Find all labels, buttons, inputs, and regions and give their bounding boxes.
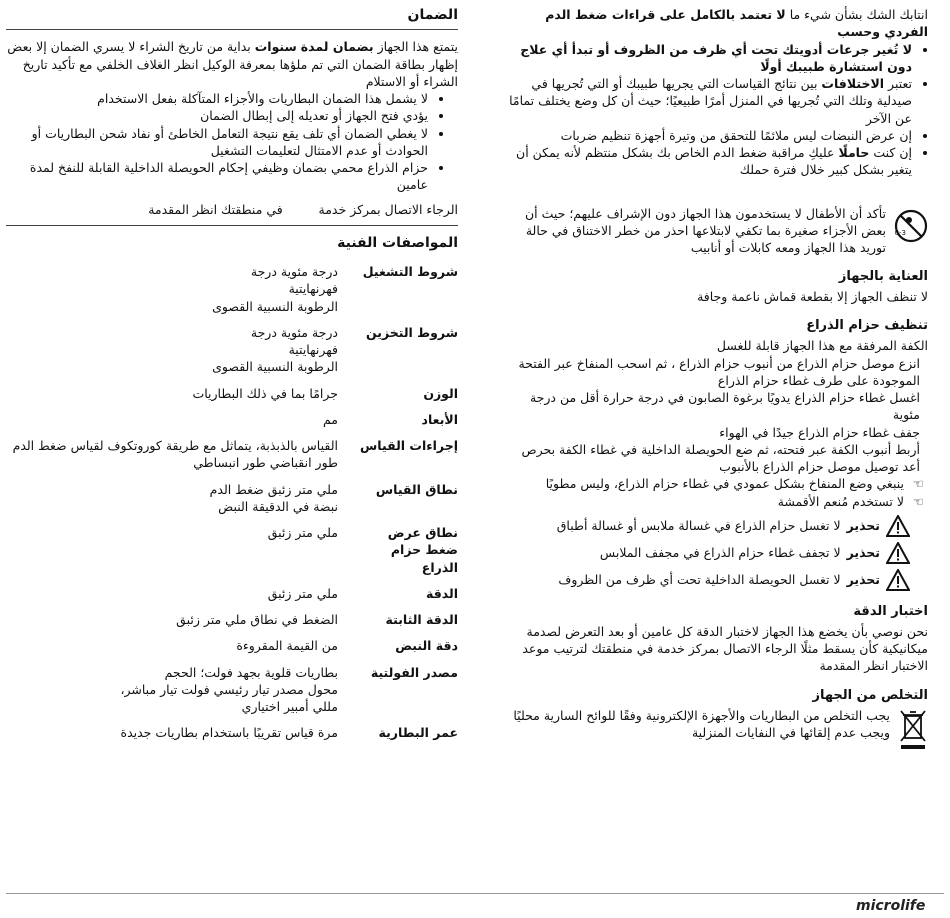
spec-value xyxy=(6,324,358,376)
footer-divider xyxy=(6,893,944,894)
disposal-row xyxy=(500,707,928,751)
spec-label: الدقة xyxy=(426,585,458,601)
spec-value-line: ملي متر زئبق ضغط الدم xyxy=(209,481,338,497)
spec-row xyxy=(6,385,458,402)
disposal-text: يجب التخلص من البطاريات والأجهزة الإلكترونية وفقًا للوائح السارية محليًا ويجب عدم إلقائها في النفايات المنزلية xyxy=(513,707,890,740)
divider xyxy=(6,29,458,30)
spec-value xyxy=(6,411,358,428)
warning-triangle-icon xyxy=(886,569,910,591)
intro-paragraph: انتابك الشك بشأن شيء ما لا تعتمد بالكامل على قراءات ضغط الدم الفردي وحسب xyxy=(545,7,928,40)
list-item: • إن كنت حاملًا عليكِ مراقبة ضغط الدم الخاص بك بشكل منتظم لأنه يمكن أن يتغير بشكل كبير خلال فترة حملك xyxy=(500,144,912,179)
right-column xyxy=(500,6,928,751)
spec-label: مصدر الفولتية xyxy=(370,664,458,680)
spec-value xyxy=(6,724,358,741)
spec-value-line: مرة قياس تقريبًا باستخدام بطاريات جديدة xyxy=(120,725,338,741)
list-item: جفف غطاء حزام الذراع جيدًا في الهواء xyxy=(719,424,920,440)
spec-row xyxy=(6,724,458,741)
care-title: العناية بالجهاز xyxy=(838,269,928,285)
spec-value-line: الرطوبة النسبية القصوى xyxy=(212,359,338,375)
spec-value-line: فهرنهايتية xyxy=(288,281,338,297)
list-item: • يؤدي فتح الجهاز أو تعديله إلى إبطال الضمان xyxy=(6,107,428,124)
accuracy-title: اختبار الدقة xyxy=(853,603,928,619)
spec-label: الوزن xyxy=(423,385,458,401)
spec-label: شروط التخزين xyxy=(366,324,458,340)
spec-label: شروط التشغيل xyxy=(362,264,458,280)
spec-value-line: الضغط في نطاق ملي متر زئبق xyxy=(176,612,338,628)
svg-text:0-3: 0-3 xyxy=(894,228,906,237)
disposal-title: التخلص من الجهاز xyxy=(812,687,928,703)
spec-value-line: مم xyxy=(322,411,338,427)
no-children-icon xyxy=(894,209,928,243)
warning-row: تحذير لا تغسل حزام الذراع في غسالة ملابس أو غسالة أطباق xyxy=(500,515,910,537)
warning-triangle-icon xyxy=(886,515,910,537)
children-warning-text: تأكد أن الأطفال لا يستخدمون هذا الجهاز دون الإشراف عليهم؛ حيث أن بعض الأجزاء صغيرة بما تكفي لابتلاعها احذر من خطر الاختناق في حالة توريد هذا الجهاز ومعه كابلات أو أنابيب xyxy=(524,205,886,255)
spec-value xyxy=(6,585,358,602)
left-column xyxy=(6,6,458,751)
spec-value xyxy=(6,385,358,402)
spec-value-line: درجة مئوية درجة xyxy=(250,264,338,280)
spec-value-line: جرامًا بما في ذلك البطاريات xyxy=(192,385,338,401)
cuff-note: ☜ ينبغي وضع المنفاخ بشكل عمودي في غطاء حزام الذراع، وليس مطويًا xyxy=(545,476,924,492)
spec-row xyxy=(6,585,458,602)
warranty-title: الضمان xyxy=(407,7,458,23)
pointing-hand-icon: ☜ xyxy=(912,476,924,492)
list-item: • لا يشمل هذا الضمان البطاريات والأجزاء المتآكلة بفعل الاستخدام xyxy=(6,90,428,107)
spec-value xyxy=(6,481,358,516)
cuff-intro: الكفة المرفقة مع هذا الجهاز قابلة للغسل xyxy=(716,338,928,354)
spec-row xyxy=(6,611,458,628)
spec-value-line: الرطوبة النسبية القصوى xyxy=(212,298,338,314)
spec-value xyxy=(6,611,358,628)
spec-value-line: بطاريات قلوية بجهد فولت؛ الحجم xyxy=(164,664,338,680)
spec-value-line: مللي أمبير اختياري xyxy=(241,699,338,715)
spec-value xyxy=(6,437,358,472)
spec-label: الأبعاد xyxy=(421,411,458,427)
spec-row xyxy=(6,637,458,654)
list-item: • حزام الذراع محمي بضمان وظيفي إحكام الحويصلة الداخلية القابلة للنفخ لمدة عامين xyxy=(6,159,428,194)
spec-value-line: درجة مئوية درجة xyxy=(250,324,338,340)
spec-label: دقة النبض xyxy=(395,638,458,654)
list-item: • تعتبر الاختلافات بين نتائج القياسات التي يجريها طبيبك أو التي تُجريها في صيدلية وتلك التي تُجريها في المنزل أمرًا طبيعيًا؛ حيث أن كل وضع يختلف تمامًا عن الآخر xyxy=(500,75,912,127)
important-notes-list xyxy=(500,41,928,179)
list-item: • لا يغطي الضمان أي تلف يقع نتيجة التعامل الخاطئ أو نفاد شحن البطاريات أو الحوادث أو عدم الامتثال لتعليمات التشغيل xyxy=(6,125,428,160)
spec-row xyxy=(6,263,458,315)
pointing-hand-icon: ☜ xyxy=(912,493,924,509)
cuff-note: ☜ لا تستخدم مُنعم الأقمشة xyxy=(777,493,924,509)
specs-title: المواصفات الفنية xyxy=(337,234,458,251)
spec-row xyxy=(6,481,458,516)
spec-value xyxy=(6,664,358,716)
spec-label: الدقة الثابتة xyxy=(385,612,458,628)
spec-value-line: ملي متر زئبق xyxy=(267,525,338,541)
spec-value-line: فهرنهايتية xyxy=(288,342,338,358)
spec-value xyxy=(6,263,358,315)
spec-value-line: ملي متر زئبق xyxy=(267,585,338,601)
warranty-list xyxy=(6,90,458,194)
list-item: اغسل غطاء حزام الذراع يدويًا برغوة الصابون في درجة حرارة أقل من درجة مئوية xyxy=(529,390,920,423)
cuff-steps xyxy=(500,355,928,476)
spec-row xyxy=(6,324,458,376)
spec-value xyxy=(6,637,358,654)
warranty-text: يتمتع هذا الجهاز بضمان لمدة سنوات بداية من تاريخ الشراء لا يسري الضمان إلا بعض إظهار بطاقة الضمان التي تم ملؤها بمعرفة الوكيل انظر الغلاف الخلفي مع تأكيد تاريخ الشراء أو الاستلام xyxy=(7,39,458,89)
spec-label: نطاق عرض ضغط حزام الذراع xyxy=(387,525,458,575)
list-item: أعد توصيل موصل حزام الذراع بالأنبوب xyxy=(719,459,920,475)
warning-row: تحذير لا تجفف غطاء حزام الذراع في مجفف الملابس xyxy=(500,542,910,564)
warning-row: تحذير لا تغسل الحويصلة الداخلية تحت أي ظرف من الظروف xyxy=(500,569,910,591)
divider xyxy=(6,225,458,226)
spec-value xyxy=(6,524,358,576)
spec-row xyxy=(6,437,458,472)
children-warning xyxy=(500,205,928,257)
list-item: أربط أنبوب الكفة عبر فتحته، ثم ضع الحويصلة الداخلية في غطاء الكفة بحرص xyxy=(521,441,920,457)
crossed-bin-icon xyxy=(898,707,928,751)
care-text: لا تنظف الجهاز إلا بقطعة قماش ناعمة وجافة xyxy=(697,289,928,305)
spec-value-line: من القيمة المقروءة xyxy=(236,638,338,654)
spec-label: عمر البطارية xyxy=(378,725,458,741)
contact-text: الرجاء الاتصال بمركز خدمة في منطقتك انظر المقدمة xyxy=(148,201,458,217)
spec-value-line: نبضة في الدقيقة النبض xyxy=(218,498,338,514)
accuracy-text: نحن نوصي بأن يخضع هذا الجهاز لاختبار الدقة كل عامين أو بعد التعرض لصدمة ميكانيكية كأن يسقط مثلًا الرجاء الاتصال بمركز خدمة في منطقتك لترتيب موعد الاختبار انظر المقدمة xyxy=(522,623,928,674)
cuff-title: تنظيف حزام الذراع xyxy=(806,318,928,334)
list-item: • لا تُغير جرعات أدويتك تحت أي ظرف من الظروف أو تبدأ أي علاج دون استشارة طبيبك أولًا xyxy=(500,41,912,76)
spec-row xyxy=(6,664,458,716)
spec-row xyxy=(6,524,458,576)
warning-triangle-icon xyxy=(886,542,910,564)
list-item: انزع موصل حزام الذراع من أنبوب حزام الذراع ، ثم اسحب المنفاخ عبر الفتحة الموجودة على طرف غطاء حزام الذراع xyxy=(518,355,920,388)
spec-row xyxy=(6,411,458,428)
specs-table xyxy=(6,263,458,742)
spec-value-line: القياس بالذبذبة، يتماثل مع طريقة كوروتكوف لقياس ضغط الدم طور انقباضي طور انبساطي xyxy=(12,438,338,471)
spec-label: نطاق القياس xyxy=(375,481,458,497)
spec-label: إجراءات القياس xyxy=(360,438,458,454)
brand-logo: microlife xyxy=(856,898,926,914)
list-item: • إن عرض النبضات ليس ملائمًا للتحقق من وتيرة أجهزة تنظيم ضربات xyxy=(500,127,912,144)
spec-value-line: محول مصدر تيار رئيسي فولت تيار مباشر، xyxy=(120,681,338,697)
